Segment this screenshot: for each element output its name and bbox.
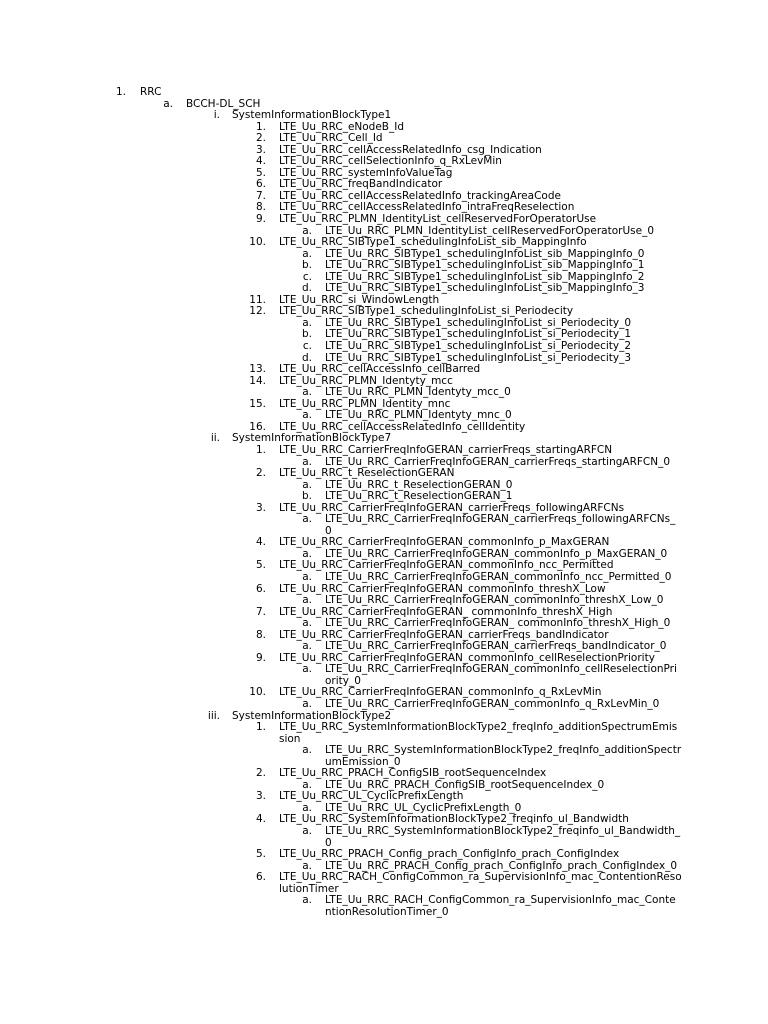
item-text: ority_0 [325,674,361,687]
list-marker: 5. [255,166,266,179]
list-marker: 6. [255,582,266,595]
item-text: LTE_Uu_RRC_CarrierFreqInfoGERAN_carrierFreqs_startingARFCN_0 [325,455,671,468]
list-marker: i. [213,109,220,122]
list-marker: 11. [249,293,266,306]
list-marker: a. [302,594,312,607]
item-text: LTE_Uu_RRC_CarrierFreqInfoGERAN_commonInfo_p_MaxGERAN_0 [325,547,668,560]
outline-item [0,721,768,733]
item-text: LTE_Uu_RRC_PLMN_IdentityList_cellReservedForOperatorUse [279,213,597,226]
outline-item [0,894,768,906]
item-text: LTE_Uu_RRC_CarrierFreqInfoGERAN_commonInfo_q_RxLevMin_0 [325,697,660,710]
item-text: LTE_Uu_RRC_SystemInformationBlockType2_freqinfo_ul_Bandwidth_ [325,825,681,837]
item-text: LTE_Uu_RRC_RACH_ConfigCommon_ra_SupervisionInfo_mac_ContentionReso [279,871,682,884]
list-marker: 6. [255,871,266,884]
list-marker: 1. [255,443,266,456]
outline-item [0,178,768,190]
outline-item [0,663,768,675]
list-marker: a. [302,859,312,872]
outline-item-continuation [0,756,768,768]
list-marker: b. [301,259,312,272]
outline-item [0,121,768,133]
item-text: LTE_Uu_RRC_CarrierFreqInfoGERAN_commonInfo_cellReselectionPriority [279,651,655,664]
outline-item [0,259,768,271]
list-marker: iii. [207,709,220,722]
outline-item [0,571,768,583]
outline-item [0,340,768,352]
item-text: LTE_Uu_RRC_eNodeB_Id [279,120,405,133]
item-text: LTE_Uu_RRC_CarrierFreqInfoGERAN_ commonInfo_threshX_High [279,605,613,618]
item-text: LTE_Uu_RRC_t_ReselectionGERAN_0 [325,478,513,491]
outline-item [0,201,768,213]
outline-item [0,652,768,664]
item-text: LTE_Uu_RRC_CarrierFreqInfoGERAN_commonInfo_p_MaxGERAN [279,536,610,549]
item-text: RRC [140,86,162,98]
outline-item [0,294,768,306]
list-marker: a. [302,513,312,526]
list-marker: 5. [255,559,266,572]
item-text: LTE_Uu_RRC_PLMN_Identyty_mnc_0 [325,409,512,422]
item-text: LTE_Uu_RRC_CarrierFreqInfoGERAN_commonInfo_threshX_Low [279,582,606,595]
item-text: sion [279,732,301,745]
outline-item-continuation [0,837,768,849]
list-marker: 1. [115,86,126,98]
item-text: LTE_Uu_RRC_cellAccessRelatedInfo_csg_Indication [279,143,542,156]
outline-item [0,502,768,514]
list-marker: 15. [249,397,266,410]
item-text: LTE_Uu_RRC_SIBType1_schedulingInfoList_si_Periodecity_2 [325,340,632,353]
list-marker: 3. [255,501,266,514]
item-text: LTE_Uu_RRC_UL_CyclicPrefixLength [279,790,464,803]
item-text: LTE_Uu_RRC_PRACH_ConfigSIB_rootSequenceIndex_0 [325,778,605,791]
item-text: LTE_Uu_RRC_SIBType1_schedulingInfoList_sib_MappingInfo_0 [325,247,645,260]
item-text: LTE_Uu_RRC_SIBType1_schedulingInfoList_si_Periodecity [279,305,574,318]
list-marker: a. [163,97,173,110]
outline-item [0,871,768,883]
outline-item [0,444,768,456]
outline-item [0,375,768,387]
item-text: LTE_Uu_RRC_PRACH_Config_prach_ConfigInfo_prach_ConfigIndex [279,848,620,861]
item-text: LTE_Uu_RRC_CarrierFreqInfoGERAN_commonInfo_cellReselectionPri [325,663,677,676]
list-marker: 3. [255,790,266,803]
outline-item [0,583,768,595]
item-text: LTE_Uu_RRC_UL_CyclicPrefixLength_0 [325,801,522,814]
outline-item [0,363,768,375]
outline-item [0,744,768,756]
outline-item [0,328,768,340]
list-marker: a. [302,697,312,710]
item-text: SystemInformationBlockType1 [232,109,392,122]
outline-item [0,548,768,560]
item-text: LTE_Uu_RRC_RACH_ConfigCommon_ra_SupervisionInfo_mac_Conte [325,894,676,907]
outline-item-continuation [0,733,768,745]
outline-item [0,802,768,814]
list-marker: 12. [249,305,266,318]
item-text: LTE_Uu_RRC_SIBType1_schedulingInfoList_sib_MappingInfo_2 [325,270,645,283]
item-text: LTE_Uu_RRC_CarrierFreqInfoGERAN_carrierFreqs_startingARFCN [279,443,613,456]
list-marker: 7. [255,605,266,618]
item-text: LTE_Uu_RRC_cellAccessRelatedInfo_intraFreqReselection [279,201,575,214]
item-text: LTE_Uu_RRC_SIBType1_schedulingInfoList_sib_MappingInfo_1 [325,259,645,272]
item-text: LTE_Uu_RRC_SIBType1_schedulingInfoList_sib_MappingInfo_3 [325,282,645,295]
list-marker: c. [302,270,312,283]
item-text: ntionResolutionTimer_0 [325,905,449,918]
item-text: LTE_Uu_RRC_cellAccessInfo_cellBarred [279,363,481,376]
list-marker: 3. [255,143,266,156]
item-text: LTE_Uu_RRC_cellSelectionInfo_q_RxLevMin [279,155,502,168]
list-marker: a. [302,663,312,676]
outline-item [0,629,768,641]
list-marker: a. [302,224,312,237]
outline-item [0,860,768,872]
item-text: LTE_Uu_RRC_SIBType1_schedulingInfoList_si_Periodecity_3 [325,351,632,364]
outline-item [0,698,768,710]
item-text: 0 [325,836,332,849]
outline-item [0,640,768,652]
outline-item [0,271,768,283]
list-marker: 1. [255,721,266,734]
list-marker: ii. [210,432,220,445]
outline-item [0,248,768,260]
outline-item [0,155,768,167]
outline-item [0,225,768,237]
item-text: LTE_Uu_RRC_CarrierFreqInfoGERAN_carrierFreqs_bandIndicator_0 [325,640,667,653]
item-text: SystemInformationBlockType7 [232,432,392,445]
outline-item [0,190,768,202]
item-text: LTE_Uu_RRC_PLMN_Identyty_mcc_0 [325,386,511,399]
list-marker: 10. [249,686,266,699]
outline-item [0,813,768,825]
item-text: LTE_Uu_RRC_CarrierFreqInfoGERAN_ commonInfo_threshX_High_0 [325,617,671,630]
list-marker: 13. [249,363,266,376]
list-marker: a. [302,640,312,653]
outline-item [0,779,768,791]
item-text: lutionTimer [279,882,339,895]
outline-item [0,848,768,860]
list-marker: a. [302,778,312,791]
outline-item [0,790,768,802]
list-marker: 10. [249,236,266,249]
outline-item [0,490,768,502]
outline-item [0,686,768,698]
list-marker: 9. [255,651,266,664]
outline-item [0,594,768,606]
item-text: BCCH-DL_SCH [186,97,261,110]
list-marker: b. [301,328,312,341]
outline-item [0,421,768,433]
item-text: LTE_Uu_RRC_t_ReselectionGERAN_1 [325,490,513,503]
item-text: LTE_Uu_RRC_freqBandIndicator [279,178,443,191]
list-marker: d. [301,282,312,295]
list-marker: b. [301,490,312,503]
outline-item [0,109,768,121]
item-text: LTE_Uu_RRC_SystemInformationBlockType2_freqInfo_additionSpectr [325,744,682,757]
list-marker: a. [302,247,312,260]
outline-item-continuation [0,906,768,918]
outline-item [0,352,768,364]
item-text: LTE_Uu_RRC_SIBType1_schedulingInfoList_sib_MappingInfo [279,236,587,249]
list-marker: 6. [255,178,266,191]
outline-item [0,456,768,468]
outline-item [0,98,768,110]
list-marker: a. [302,570,312,583]
list-marker: 7. [255,189,266,202]
item-text: LTE_Uu_RRC_PRACH_ConfigSIB_rootSequenceIndex [279,767,547,780]
list-marker: 9. [255,213,266,226]
outline-item [0,86,768,98]
outline-item-continuation [0,675,768,687]
list-marker: 2. [255,767,266,780]
list-marker: 4. [255,155,266,168]
list-marker: a. [302,386,312,399]
outline-item [0,606,768,618]
outline-item [0,559,768,571]
item-text: LTE_Uu_RRC_t_ReselectionGERAN [279,467,455,480]
item-text: LTE_Uu_RRC_SIBType1_schedulingInfoList_si_Periodecity_0 [325,316,632,329]
item-text: LTE_Uu_RRC_PLMN_Identyty_mcc [279,374,453,387]
list-marker: 14. [249,374,266,387]
outline-item [0,144,768,156]
item-text: SystemInformationBlockType2 [232,709,392,722]
list-marker: a. [302,316,312,329]
item-text: LTE_Uu_RRC_PLMN_IdentityList_cellReservedForOperatorUse_0 [325,224,655,237]
outline-item [0,386,768,398]
item-text: LTE_Uu_RRC_CarrierFreqInfoGERAN_commonInfo_threshX_Low_0 [325,594,664,607]
item-text: LTE_Uu_RRC_CarrierFreqInfoGERAN_carrierFreqs_followingARFCNs [279,501,625,514]
item-text: LTE_Uu_RRC_Cell_Id [279,132,383,145]
item-text: LTE_Uu_RRC_PRACH_Config_prach_ConfigInfo_prach_ConfigIndex_0 [325,859,678,872]
item-text: LTE_Uu_RRC_SystemInformationBlockType2_freqInfo_additionSpectrumEmis [279,721,678,734]
outline-item-continuation [0,883,768,895]
list-marker: a. [302,455,312,468]
list-marker: 8. [255,628,266,641]
list-marker: 8. [255,201,266,214]
list-marker: a. [302,894,312,907]
outline-item [0,132,768,144]
outline-item [0,432,768,444]
item-text: 0 [325,524,332,537]
item-text: LTE_Uu_RRC_CarrierFreqInfoGERAN_commonInfo_ncc_Permitted [279,559,614,572]
outline-item [0,767,768,779]
list-marker: d. [301,351,312,364]
list-marker: a. [302,744,312,757]
list-marker: a. [302,409,312,422]
item-text: LTE_Uu_RRC_PLMN_Identity_mnc [279,397,451,410]
outline-item-continuation [0,525,768,537]
outline-item [0,825,768,837]
list-marker: 1. [255,120,266,133]
item-text: LTE_Uu_RRC_SystemInformationBlockType2_freqinfo_ul_Bandwidth [279,813,629,826]
list-marker: a. [302,825,312,837]
outline-item [0,617,768,629]
list-marker: 16. [249,420,266,433]
item-text: LTE_Uu_RRC_CarrierFreqInfoGERAN_commonInfo_q_RxLevMin [279,686,602,699]
list-marker: 4. [255,813,266,826]
item-text: LTE_Uu_RRC_CarrierFreqInfoGERAN_carrierFreqs_bandIndicator [279,628,609,641]
outline-item [0,317,768,329]
item-text: LTE_Uu_RRC_cellAccessRelatedInfo_cellIdentity [279,420,526,433]
list-marker: 5. [255,848,266,861]
outline-item [0,536,768,548]
list-marker: a. [302,478,312,491]
item-text: LTE_Uu_RRC_si_WindowLength [279,293,440,306]
outline-item [0,479,768,491]
list-marker: c. [302,340,312,353]
item-text: umEmission_0 [325,755,401,768]
outline-item [0,467,768,479]
list-marker: a. [302,547,312,560]
outline-item [0,282,768,294]
item-text: LTE_Uu_RRC_SIBType1_schedulingInfoList_si_Periodecity_1 [325,328,632,341]
list-marker: 2. [255,132,266,145]
item-text: LTE_Uu_RRC_CarrierFreqInfoGERAN_commonInfo_ncc_Permitted_0 [325,570,672,583]
list-marker: a. [302,801,312,814]
outline-item [0,513,768,525]
outline-item [0,305,768,317]
outline-item [0,398,768,410]
outline-item [0,213,768,225]
document-outline [0,86,768,917]
item-text: LTE_Uu_RRC_cellAccessRelatedInfo_trackingAreaCode [279,189,561,202]
list-marker: a. [302,617,312,630]
outline-item [0,710,768,722]
outline-item [0,167,768,179]
outline-item [0,236,768,248]
item-text: LTE_Uu_RRC_systemInfoValueTag [279,166,453,179]
item-text: LTE_Uu_RRC_CarrierFreqInfoGERAN_carrierFreqs_followingARFCNs_ [325,513,676,526]
list-marker: 2. [255,467,266,480]
outline-item [0,409,768,421]
list-marker: 4. [255,536,266,549]
